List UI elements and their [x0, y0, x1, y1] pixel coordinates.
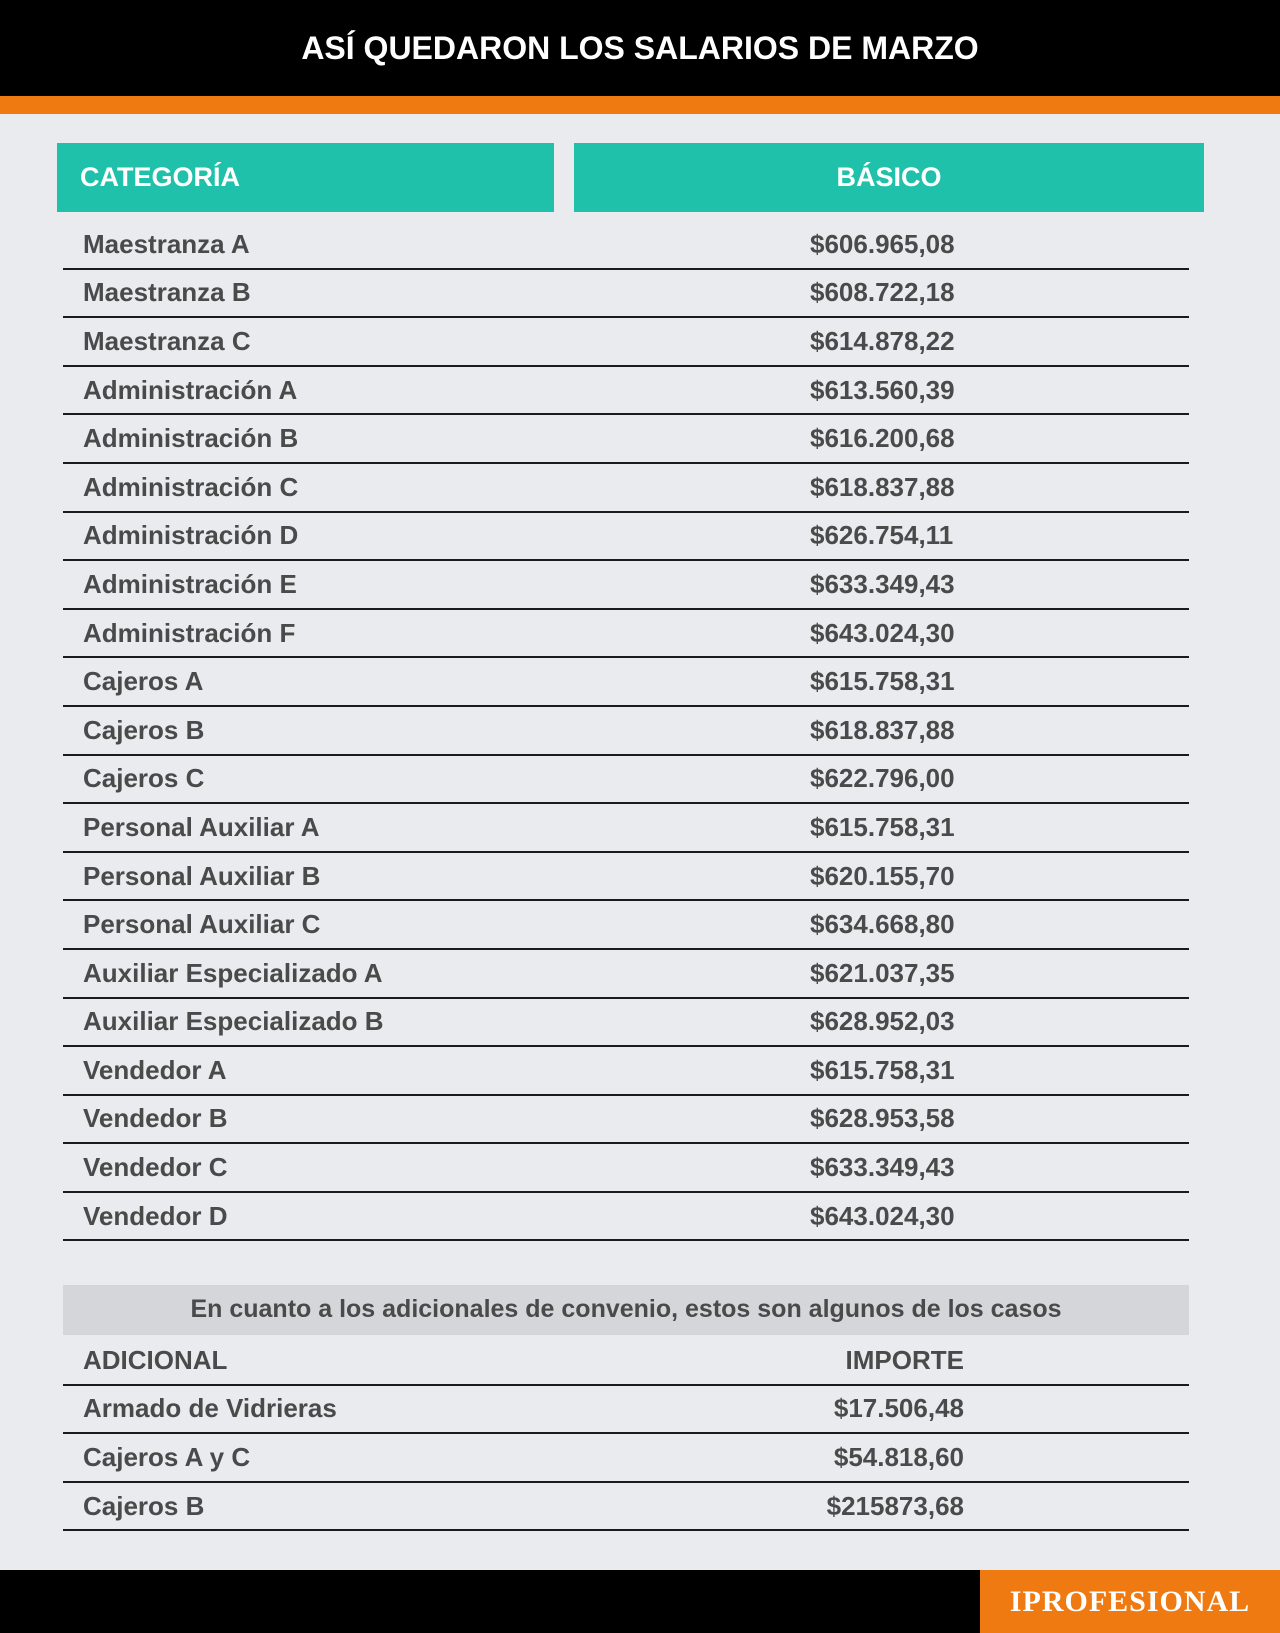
category-name: Administración D	[83, 520, 299, 551]
category-name: Vendedor C	[83, 1152, 228, 1183]
column-header-adicional: ADICIONAL	[83, 1344, 228, 1375]
basic-salary: $634.668,80	[810, 909, 955, 940]
table-row	[63, 561, 1189, 610]
category-name: Maestranza A	[83, 228, 250, 259]
adicional-name: Armado de Vidrieras	[83, 1393, 337, 1424]
adicional-importe: $215873,68	[826, 1490, 964, 1521]
page-title: ASÍ QUEDARON LOS SALARIOS DE MARZO	[301, 29, 979, 66]
table-row	[63, 318, 1189, 367]
table-row	[63, 270, 1189, 319]
adicional-importe: $54.818,60	[833, 1441, 964, 1472]
basic-salary: $618.837,88	[810, 471, 955, 502]
basic-salary: $626.754,11	[810, 520, 954, 551]
category-name: Cajeros A	[83, 666, 204, 697]
basic-salary: $633.349,43	[810, 568, 955, 599]
table-row	[63, 1434, 1189, 1483]
adicionales-header-row	[63, 1337, 1189, 1386]
table-row	[63, 1096, 1189, 1145]
category-name: Auxiliar Especializado A	[83, 957, 383, 988]
column-header-importe: IMPORTE	[845, 1344, 964, 1375]
table-row	[63, 1193, 1189, 1242]
basic-salary: $643.024,30	[810, 1200, 955, 1231]
category-name: Vendedor D	[83, 1200, 228, 1231]
basic-salary: $616.200,68	[810, 423, 955, 454]
category-name: Cajeros B	[83, 714, 205, 745]
table-row	[63, 756, 1189, 805]
basic-salary: $606.965,08	[810, 228, 955, 259]
basic-salary: $628.952,03	[810, 1006, 955, 1037]
category-name: Auxiliar Especializado B	[83, 1006, 384, 1037]
column-header-categoria: CATEGORÍA	[57, 143, 554, 212]
basic-salary: $622.796,00	[810, 763, 955, 794]
table-row	[63, 415, 1189, 464]
table-row	[63, 367, 1189, 416]
title-bar	[0, 0, 1280, 96]
category-name: Personal Auxiliar A	[83, 811, 320, 842]
accent-bar	[0, 96, 1280, 114]
basic-salary: $608.722,18	[810, 277, 955, 308]
table-row	[63, 901, 1189, 950]
category-name: Administración E	[83, 568, 297, 599]
category-name: Maestranza B	[83, 277, 251, 308]
table-row	[63, 804, 1189, 853]
table-row	[63, 999, 1189, 1048]
basic-salary: $628.953,58	[810, 1103, 955, 1134]
table-row	[63, 1483, 1189, 1532]
category-name: Personal Auxiliar C	[83, 909, 321, 940]
category-name: Vendedor A	[83, 1054, 227, 1085]
table-row	[63, 853, 1189, 902]
basic-salary: $615.758,31	[810, 666, 955, 697]
brand-logo: IPROFESIONAL	[980, 1570, 1280, 1633]
table-row	[63, 1047, 1189, 1096]
basic-salary: $633.349,43	[810, 1152, 955, 1183]
table-row	[63, 221, 1189, 270]
section-note: En cuanto a los adicionales de convenio, estos son algunos de los casos	[63, 1285, 1189, 1335]
basic-salary: $613.560,39	[810, 374, 955, 405]
table-row	[63, 513, 1189, 562]
table-row	[63, 658, 1189, 707]
table-row	[63, 950, 1189, 999]
table-row	[63, 707, 1189, 756]
adicional-name: Cajeros A y C	[83, 1441, 251, 1472]
category-name: Vendedor B	[83, 1103, 228, 1134]
basic-salary: $615.758,31	[810, 1054, 955, 1085]
basic-salary: $643.024,30	[810, 617, 955, 648]
basic-salary: $614.878,22	[810, 325, 955, 356]
column-header-basico: BÁSICO	[574, 143, 1204, 212]
category-name: Administración F	[83, 617, 296, 648]
category-name: Maestranza C	[83, 325, 251, 356]
category-name: Cajeros C	[83, 763, 205, 794]
category-name: Administración C	[83, 471, 299, 502]
category-name: Administración B	[83, 423, 299, 454]
category-name: Personal Auxiliar B	[83, 860, 321, 891]
adicional-name: Cajeros B	[83, 1490, 205, 1521]
table-row	[63, 1386, 1189, 1435]
adicionales-table	[63, 1337, 1189, 1531]
table-row	[63, 610, 1189, 659]
basic-salary: $615.758,31	[810, 811, 955, 842]
table-row	[63, 464, 1189, 513]
category-name: Administración A	[83, 374, 298, 405]
basic-salary: $618.837,88	[810, 714, 955, 745]
salary-table	[63, 221, 1189, 1241]
basic-salary: $620.155,70	[810, 860, 955, 891]
table-row	[63, 1144, 1189, 1193]
adicional-importe: $17.506,48	[833, 1393, 964, 1424]
basic-salary: $621.037,35	[810, 957, 955, 988]
